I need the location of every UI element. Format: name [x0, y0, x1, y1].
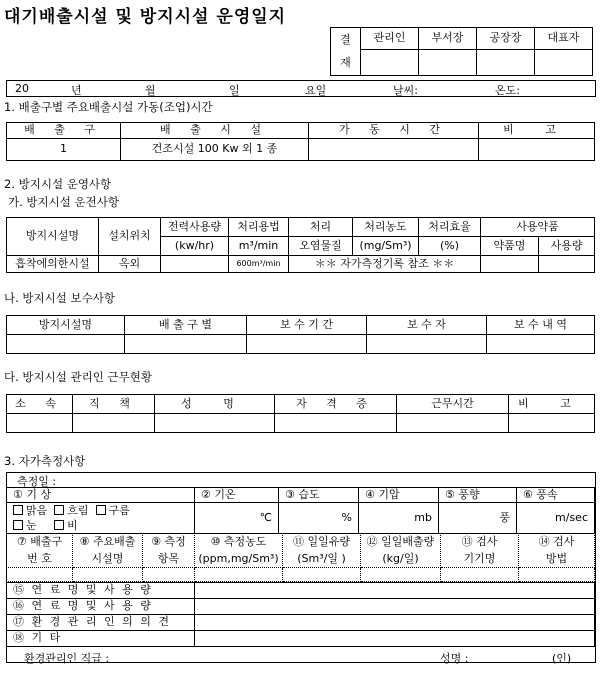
pressure-value-cell[interactable] [359, 503, 439, 534]
header-operation-time: 가 동 시 간 [309, 123, 479, 139]
measure-header-item [143, 534, 195, 568]
power-usage-cell[interactable] [161, 256, 229, 273]
section2a-heading: 가. 방지시설 운전사항 [8, 195, 119, 209]
repair-header-person: 보 수 자 [367, 316, 487, 335]
measure-header-outlet-2: 번 호 [27, 552, 52, 565]
measurement-table [6, 533, 595, 582]
month-unit: 월 [145, 84, 156, 97]
option-clear[interactable] [13, 504, 47, 517]
staff-header-remarks: 비 고 [509, 395, 595, 414]
fuel-opinion-table [6, 582, 595, 647]
repair-header-outlet: 배 출 구 별 [125, 316, 247, 335]
approval-sign-ceo[interactable] [535, 50, 593, 76]
wind-speed-value-cell[interactable] [517, 503, 595, 534]
weather-label: 날씨: [393, 84, 418, 97]
repair-header-details: 보 수 내 역 [487, 316, 595, 335]
header-power-1: 전력사용량 [161, 218, 229, 237]
repair-cell-outlet[interactable] [125, 335, 247, 354]
temperature-label: 온도: [495, 84, 520, 97]
fuel-row-value-1[interactable] [195, 583, 595, 599]
section2b-heading: 나. 방지시설 보수사항 [4, 291, 115, 305]
document-title: 대기배출시설 및 방지시설 운영일지 [4, 7, 287, 27]
staff-cell-position[interactable] [73, 414, 155, 433]
header-flow-1: 처리용법 [229, 218, 289, 237]
staff-cell-dept[interactable] [7, 414, 73, 433]
checkbox-icon [13, 505, 23, 515]
weather-item-humidity: ③ 습도 [279, 488, 359, 503]
other-value[interactable] [195, 631, 595, 647]
measure-header-instrument-2: 기기명 [463, 552, 496, 565]
measure-header-item-2: 항목 [157, 552, 180, 565]
measure-cell[interactable] [195, 568, 283, 582]
header-conc-1: 처리농도 [353, 218, 419, 237]
wind-speed-unit: m/sec [555, 510, 588, 524]
header-remarks: 비 고 [479, 123, 595, 139]
date-row [6, 80, 596, 97]
staff-table [6, 394, 595, 433]
staff-header-name: 성 명 [155, 395, 275, 414]
measure-cell[interactable] [519, 568, 595, 582]
approval-role-manager: 관리인 [361, 28, 419, 50]
repair-header-facility: 방지시설명 [7, 316, 125, 335]
weekday-unit: 요일 [305, 84, 327, 97]
operation-time-table [6, 122, 595, 161]
outlet-number: 1 [7, 139, 121, 161]
measure-header-item-1: ⑨ 측정 [151, 534, 186, 548]
measure-header-outlet-1: ⑦ 배출구 [16, 534, 63, 548]
humidity-value-cell[interactable] [279, 503, 359, 534]
repair-header-period: 보 수 기 간 [247, 316, 367, 335]
pressure-unit: mb [414, 510, 432, 524]
approval-role-dept-head: 부서장 [419, 28, 477, 50]
measure-header-conc-2: (ppm,mg/Sm³) [198, 552, 279, 565]
header-chemicals: 사용약품 [481, 218, 595, 237]
measure-header-conc-1: ⑩ 측정농도 [210, 534, 267, 548]
fuel-row-label-1: ⑮ 연 료 명 및 사 용 량 [7, 583, 195, 599]
option-cloudy-label: 흐림 [67, 504, 89, 517]
temp-value-cell[interactable] [195, 503, 279, 534]
header-flow-2: m³/min [229, 237, 289, 256]
header-location: 설치위치 [99, 218, 161, 256]
repair-cell-details[interactable] [487, 335, 595, 354]
header-outlet: 배 출 구 [7, 123, 121, 139]
measure-cell[interactable] [73, 568, 143, 582]
measure-cell[interactable] [361, 568, 441, 582]
measure-cell[interactable] [143, 568, 195, 582]
staff-header-license: 자 격 증 [275, 395, 397, 414]
facility-name: 건조시설 100 Kw 외 1 종 [121, 139, 309, 161]
measure-header-emission-2: (kg/일) [382, 552, 419, 565]
flow-rate: 600m³/min [229, 256, 289, 273]
measure-header-facility-1: ⑧ 주요배출 [79, 534, 136, 548]
measure-date-label: 측정일 : [17, 475, 57, 488]
repair-table [6, 315, 595, 354]
measure-header-emission [361, 534, 441, 568]
operation-time-cell[interactable] [309, 139, 479, 161]
section2-heading: 2. 방지시설 운영사항 [4, 177, 112, 191]
weather-item-wind-speed: ⑥ 풍속 [517, 488, 595, 503]
measure-header-method [519, 534, 595, 568]
manager-rank-label: 환경관리인 직급 : [24, 652, 110, 665]
wind-dir-unit: 풍 [499, 510, 510, 524]
repair-cell-period[interactable] [247, 335, 367, 354]
weather-item-temp: ② 기온 [195, 488, 279, 503]
measure-header-outlet [7, 534, 73, 568]
header-eff-2: (%) [419, 237, 481, 256]
measure-header-emission-1: ⑫ 일일배출량 [366, 534, 435, 548]
option-snow-label: 눈 [26, 519, 37, 532]
header-pollutant-1: 처리 [289, 218, 353, 237]
weather-item-pressure: ④ 기압 [359, 488, 439, 503]
facility-location: 옥외 [99, 256, 161, 273]
staff-cell-name[interactable] [155, 414, 275, 433]
approval-role-plant-head: 공장장 [477, 28, 535, 50]
measure-header-flow-1: ⑪ 일일유량 [292, 534, 350, 548]
staff-header-hours: 근무시간 [397, 395, 509, 414]
section1-heading: 1. 배출구별 주요배출시설 가동(조업)시간 [4, 100, 213, 114]
year-unit: 년 [71, 84, 82, 97]
header-conc-2: (mg/Sm³) [353, 237, 419, 256]
remarks-cell[interactable] [479, 139, 595, 161]
approval-label [331, 28, 361, 76]
measure-header-conc [195, 534, 283, 568]
measure-cell[interactable] [7, 568, 73, 582]
approval-sign-dept-head[interactable] [419, 50, 477, 76]
measure-cell[interactable] [441, 568, 519, 582]
header-chem-name: 약품명 [481, 237, 539, 256]
fuel-row-value-2[interactable] [195, 599, 595, 615]
weather-options [7, 503, 195, 534]
seal-mark[interactable]: (인) [552, 652, 572, 665]
year-prefix: 20 [15, 82, 29, 95]
section2c-heading: 다. 방지시설 관리인 근무현황 [4, 370, 152, 384]
temp-unit: ℃ [259, 510, 272, 524]
staff-cell-hours[interactable] [397, 414, 509, 433]
day-unit: 일 [229, 84, 240, 97]
option-overcast[interactable] [96, 504, 130, 517]
header-chem-amount: 사용량 [539, 237, 595, 256]
measure-header-flow-2: (Sm³/일 ) [297, 552, 346, 565]
measure-header-instrument [441, 534, 519, 568]
option-rain-label: 비 [67, 519, 78, 532]
section3-heading: 3. 자가측정사항 [4, 454, 86, 468]
header-eff-1: 처리효율 [419, 218, 481, 237]
staff-header-dept: 소 속 [7, 395, 73, 414]
option-snow[interactable] [13, 519, 37, 532]
staff-cell-license[interactable] [275, 414, 397, 433]
approval-label-2: 재 [340, 55, 351, 69]
approval-sign-plant-head[interactable] [477, 50, 535, 76]
checkbox-icon [13, 520, 23, 530]
checkbox-icon [54, 520, 64, 530]
manager-name-label: 성명 : [440, 652, 469, 665]
measure-header-flow [283, 534, 361, 568]
approval-label-1: 결 [340, 33, 351, 47]
measure-cell[interactable] [283, 568, 361, 582]
fuel-row-label-2: ⑯ 연 료 명 및 사 용 량 [7, 599, 195, 615]
approval-box [330, 27, 593, 76]
wind-dir-value-cell[interactable] [439, 503, 517, 534]
measure-header-method-2: 방법 [545, 552, 568, 565]
other-label: ⑱ 기 타 [7, 631, 195, 647]
checkbox-icon [54, 505, 64, 515]
option-cloudy[interactable] [54, 504, 88, 517]
staff-header-position: 직 책 [73, 395, 155, 414]
measure-header-facility-2: 시설명 [91, 552, 124, 565]
checkbox-icon [96, 505, 106, 515]
option-clear-label: 맑음 [26, 504, 48, 517]
manager-opinion-label: ⑰ 환 경 관 리 인 의 의 견 [7, 615, 195, 631]
header-facility: 배 출 시 설 [121, 123, 309, 139]
prevention-operation-table [6, 217, 595, 273]
repair-cell-person[interactable] [367, 335, 487, 354]
self-measurement-note: ＊＊ 자가측정기록 참조 ＊＊ [289, 256, 481, 273]
measure-header-instrument-1: ⑬ 검사 [461, 534, 498, 548]
measure-header-method-1: ⑭ 검사 [538, 534, 575, 548]
manager-opinion-value[interactable] [195, 615, 595, 631]
chem-amount-cell[interactable] [539, 256, 595, 273]
header-facility-name: 방지시설명 [7, 218, 99, 256]
option-overcast-label: 구름 [108, 504, 130, 517]
approval-sign-manager[interactable] [361, 50, 419, 76]
header-power-2: (kw/hr) [161, 237, 229, 256]
weather-item-condition: ① 기 상 [7, 488, 195, 503]
humidity-unit: % [341, 510, 352, 524]
approval-role-ceo: 대표자 [535, 28, 593, 50]
option-rain[interactable] [54, 519, 78, 532]
facility-type: 흡착에의한시설 [7, 256, 99, 273]
measure-header-facility [73, 534, 143, 568]
weather-table [6, 487, 595, 534]
staff-cell-remarks[interactable] [509, 414, 595, 433]
header-pollutant-2: 오염물질 [289, 237, 353, 256]
chem-name-cell[interactable] [481, 256, 539, 273]
repair-cell-facility[interactable] [7, 335, 125, 354]
weather-item-wind-dir: ⑤ 풍향 [439, 488, 517, 503]
